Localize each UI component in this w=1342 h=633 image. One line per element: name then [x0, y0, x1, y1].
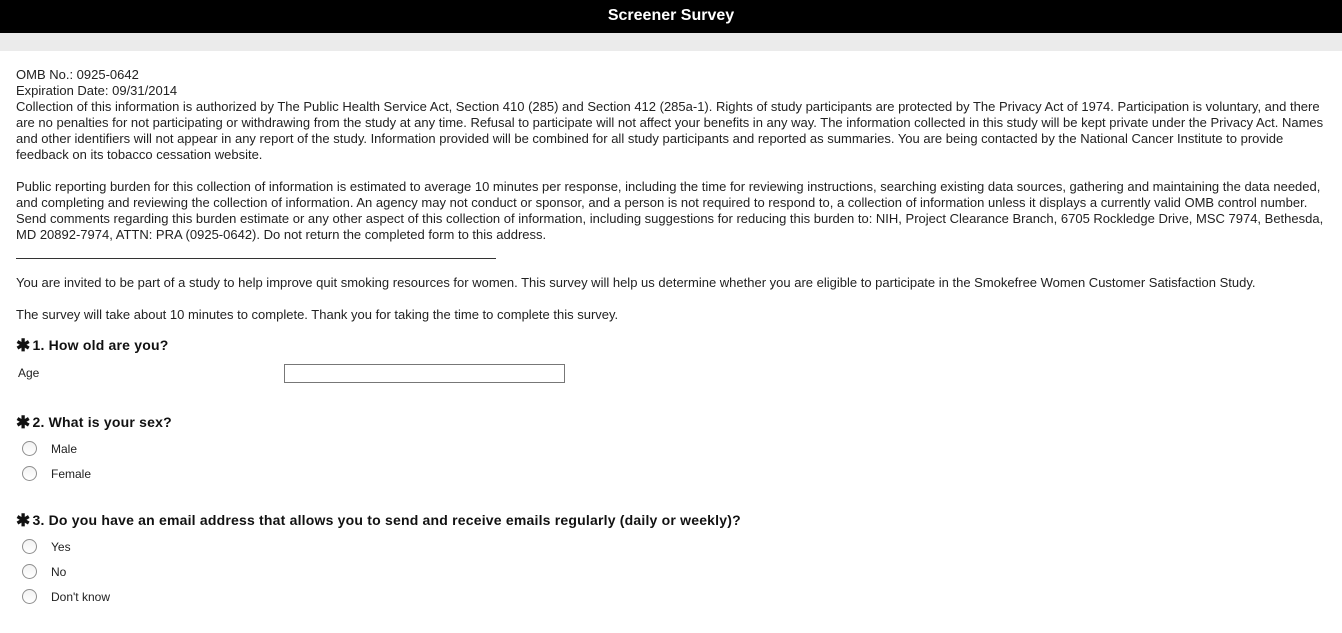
yes-radio[interactable]: [22, 539, 37, 554]
male-radio[interactable]: [22, 441, 37, 456]
omb-expiration: Expiration Date: 09/31/2014: [16, 83, 178, 98]
female-radio[interactable]: [22, 466, 37, 481]
invitation-text: You are invited to be part of a study to help improve quit smoking resources for women. This survey will help us determine whether you are eligible to participate in the Smokefree Women Customer Satisfaction Study.: [16, 275, 1256, 290]
sex-options: [16, 436, 1336, 486]
required-asterisk-icon: ✱: [16, 511, 31, 530]
option-male-label: Male: [51, 441, 78, 456]
omb-number: OMB No.: 0925-0642: [16, 67, 139, 82]
question-3: [16, 512, 1336, 528]
question-1: [16, 337, 1336, 353]
authority-statement: Collection of this information is authorized by The Public Health Service Act, Section 410 (285) and Section 412 (285a-1). Rights of study participants are protected by The Privacy Act of 1974. Participation is voluntary, and there are no penalties for not participating or withdrawing from the study at any time. Refusal to participate will not affect your benefits in any way. The information collected in this study will be kept private under the Privacy Act. Names and other identifiers will not appear in any report of the study. Information provided will be combined for all study participants and reported as summaries. You are being contacted by the National Cancer Institute to provide feedback on its tobacco cessation website.: [16, 99, 1324, 162]
survey-content: [0, 51, 1336, 609]
option-female[interactable]: [16, 461, 1336, 486]
option-dont-know-label: Don't know: [51, 589, 110, 604]
dont-know-radio[interactable]: [22, 589, 37, 604]
option-yes-label: Yes: [51, 539, 71, 554]
required-asterisk-icon: ✱: [16, 413, 31, 432]
option-yes[interactable]: [16, 534, 1336, 559]
page-header: [0, 0, 1342, 33]
option-male[interactable]: [16, 436, 1336, 461]
no-radio[interactable]: [22, 564, 37, 579]
header-subbar: [0, 33, 1342, 51]
option-dont-know[interactable]: [16, 584, 1336, 609]
option-no-label: No: [51, 564, 67, 579]
question-2: [16, 414, 1336, 430]
duration-text: The survey will take about 10 minutes to complete. Thank you for taking the time to complete this survey.: [16, 307, 619, 322]
age-input[interactable]: [284, 364, 565, 383]
question-2-text: 2. What is your sex?: [32, 414, 172, 430]
required-asterisk-icon: ✱: [16, 336, 31, 355]
option-no[interactable]: [16, 559, 1336, 584]
question-3-text: 3. Do you have an email address that allows you to send and receive emails regularly (daily or weekly)?: [32, 512, 741, 528]
page-title: Screener Survey: [607, 7, 735, 24]
option-female-label: Female: [51, 466, 92, 481]
burden-statement: Public reporting burden for this collection of information is estimated to average 10 minutes per response, including the time for reviewing instructions, searching existing data sources, gathering and maintaining the data needed, and completing and reviewing the collection of information. An agency may not conduct or sponsor, and a person is not required to respond to, a collection of information unless it displays a currently valid OMB control number. Send comments regarding this burden estimate or any other aspect of this collection of information, including suggestions for reducing this burden to: NIH, Project Clearance Branch, 6705 Rockledge Drive, MSC 7974, Bethesda, MD 20892-7974, ATTN: PRA (0925-0642). Do not return the completed form to this address.: [16, 179, 1324, 242]
age-label: Age: [18, 366, 40, 380]
question-1-text: 1. How old are you?: [32, 337, 169, 353]
email-options: [16, 534, 1336, 609]
divider: [16, 258, 496, 259]
age-row: [16, 362, 1336, 384]
